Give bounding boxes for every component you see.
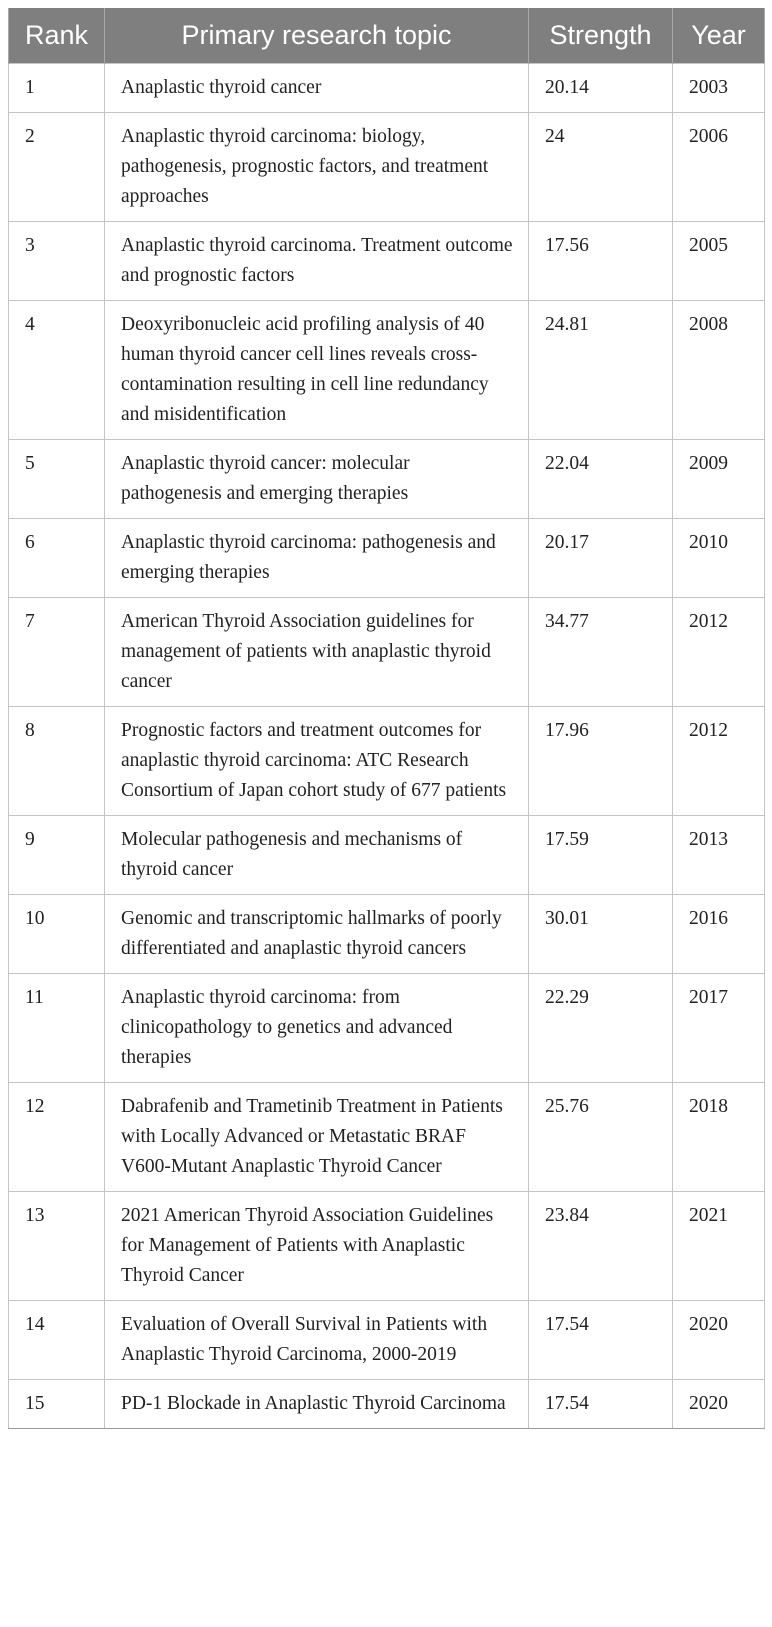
rank-cell: 14 bbox=[9, 1301, 105, 1380]
rank-cell: 1 bbox=[9, 64, 105, 113]
year-cell: 2008 bbox=[673, 301, 765, 440]
year-cell: 2021 bbox=[673, 1192, 765, 1301]
header-strength: Strength bbox=[529, 8, 673, 64]
rank-cell: 13 bbox=[9, 1192, 105, 1301]
research-topics-table bbox=[8, 8, 765, 1429]
table-row bbox=[9, 222, 765, 301]
rank-cell: 12 bbox=[9, 1083, 105, 1192]
strength-cell: 24 bbox=[529, 113, 673, 222]
year-cell: 2012 bbox=[673, 707, 765, 816]
topic-cell: Anaplastic thyroid carcinoma: from clinicopathology to genetics and advanced therapies bbox=[105, 974, 529, 1083]
table-row bbox=[9, 1083, 765, 1192]
topic-cell: Molecular pathogenesis and mechanisms of thyroid cancer bbox=[105, 816, 529, 895]
rank-cell: 10 bbox=[9, 895, 105, 974]
topic-cell: Anaplastic thyroid cancer: molecular pathogenesis and emerging therapies bbox=[105, 440, 529, 519]
strength-cell: 22.29 bbox=[529, 974, 673, 1083]
strength-cell: 17.54 bbox=[529, 1301, 673, 1380]
year-cell: 2006 bbox=[673, 113, 765, 222]
strength-cell: 22.04 bbox=[529, 440, 673, 519]
year-cell: 2020 bbox=[673, 1301, 765, 1380]
table-row bbox=[9, 1301, 765, 1380]
strength-cell: 25.76 bbox=[529, 1083, 673, 1192]
table-row bbox=[9, 519, 765, 598]
topic-cell: Anaplastic thyroid carcinoma: pathogenesis and emerging therapies bbox=[105, 519, 529, 598]
table-row bbox=[9, 707, 765, 816]
topic-cell: Anaplastic thyroid cancer bbox=[105, 64, 529, 113]
research-topics-table-container bbox=[8, 8, 764, 1429]
rank-cell: 9 bbox=[9, 816, 105, 895]
year-cell: 2010 bbox=[673, 519, 765, 598]
table-row bbox=[9, 816, 765, 895]
year-cell: 2013 bbox=[673, 816, 765, 895]
year-cell: 2012 bbox=[673, 598, 765, 707]
rank-cell: 3 bbox=[9, 222, 105, 301]
topic-cell: Evaluation of Overall Survival in Patients with Anaplastic Thyroid Carcinoma, 2000-2019 bbox=[105, 1301, 529, 1380]
topic-cell: Anaplastic thyroid carcinoma: biology, pathogenesis, prognostic factors, and treatment approaches bbox=[105, 113, 529, 222]
table-row bbox=[9, 895, 765, 974]
header-primary-research-topic: Primary research topic bbox=[105, 8, 529, 64]
rank-cell: 15 bbox=[9, 1380, 105, 1429]
year-cell: 2016 bbox=[673, 895, 765, 974]
topic-cell: Dabrafenib and Trametinib Treatment in Patients with Locally Advanced or Metastatic BRAF V600-Mutant Anaplastic Thyroid Cancer bbox=[105, 1083, 529, 1192]
strength-cell: 20.14 bbox=[529, 64, 673, 113]
year-cell: 2009 bbox=[673, 440, 765, 519]
topic-cell: Deoxyribonucleic acid profiling analysis of 40 human thyroid cancer cell lines reveals cross-contamination resulting in cell line redundancy and misidentification bbox=[105, 301, 529, 440]
table-row bbox=[9, 1380, 765, 1429]
table-row bbox=[9, 113, 765, 222]
rank-cell: 7 bbox=[9, 598, 105, 707]
topic-cell: Genomic and transcriptomic hallmarks of poorly differentiated and anaplastic thyroid cancers bbox=[105, 895, 529, 974]
strength-cell: 24.81 bbox=[529, 301, 673, 440]
topic-cell: American Thyroid Association guidelines for management of patients with anaplastic thyroid cancer bbox=[105, 598, 529, 707]
year-cell: 2018 bbox=[673, 1083, 765, 1192]
table-row bbox=[9, 974, 765, 1083]
topic-cell: Anaplastic thyroid carcinoma. Treatment outcome and prognostic factors bbox=[105, 222, 529, 301]
strength-cell: 20.17 bbox=[529, 519, 673, 598]
strength-cell: 34.77 bbox=[529, 598, 673, 707]
topic-cell: Prognostic factors and treatment outcomes for anaplastic thyroid carcinoma: ATC Research Consortium of Japan cohort study of 677 patients bbox=[105, 707, 529, 816]
rank-cell: 5 bbox=[9, 440, 105, 519]
table-header-row bbox=[9, 8, 765, 64]
year-cell: 2017 bbox=[673, 974, 765, 1083]
header-year: Year bbox=[673, 8, 765, 64]
table-row bbox=[9, 64, 765, 113]
strength-cell: 17.56 bbox=[529, 222, 673, 301]
strength-cell: 17.59 bbox=[529, 816, 673, 895]
header-rank: Rank bbox=[9, 8, 105, 64]
strength-cell: 17.54 bbox=[529, 1380, 673, 1429]
strength-cell: 23.84 bbox=[529, 1192, 673, 1301]
rank-cell: 2 bbox=[9, 113, 105, 222]
table-row bbox=[9, 301, 765, 440]
year-cell: 2003 bbox=[673, 64, 765, 113]
table-row bbox=[9, 598, 765, 707]
year-cell: 2005 bbox=[673, 222, 765, 301]
rank-cell: 8 bbox=[9, 707, 105, 816]
topic-cell: 2021 American Thyroid Association Guidelines for Management of Patients with Anaplastic Thyroid Cancer bbox=[105, 1192, 529, 1301]
strength-cell: 17.96 bbox=[529, 707, 673, 816]
rank-cell: 4 bbox=[9, 301, 105, 440]
table-row bbox=[9, 440, 765, 519]
topic-cell: PD-1 Blockade in Anaplastic Thyroid Carcinoma bbox=[105, 1380, 529, 1429]
rank-cell: 11 bbox=[9, 974, 105, 1083]
rank-cell: 6 bbox=[9, 519, 105, 598]
year-cell: 2020 bbox=[673, 1380, 765, 1429]
table-body bbox=[9, 64, 765, 1429]
table-row bbox=[9, 1192, 765, 1301]
strength-cell: 30.01 bbox=[529, 895, 673, 974]
